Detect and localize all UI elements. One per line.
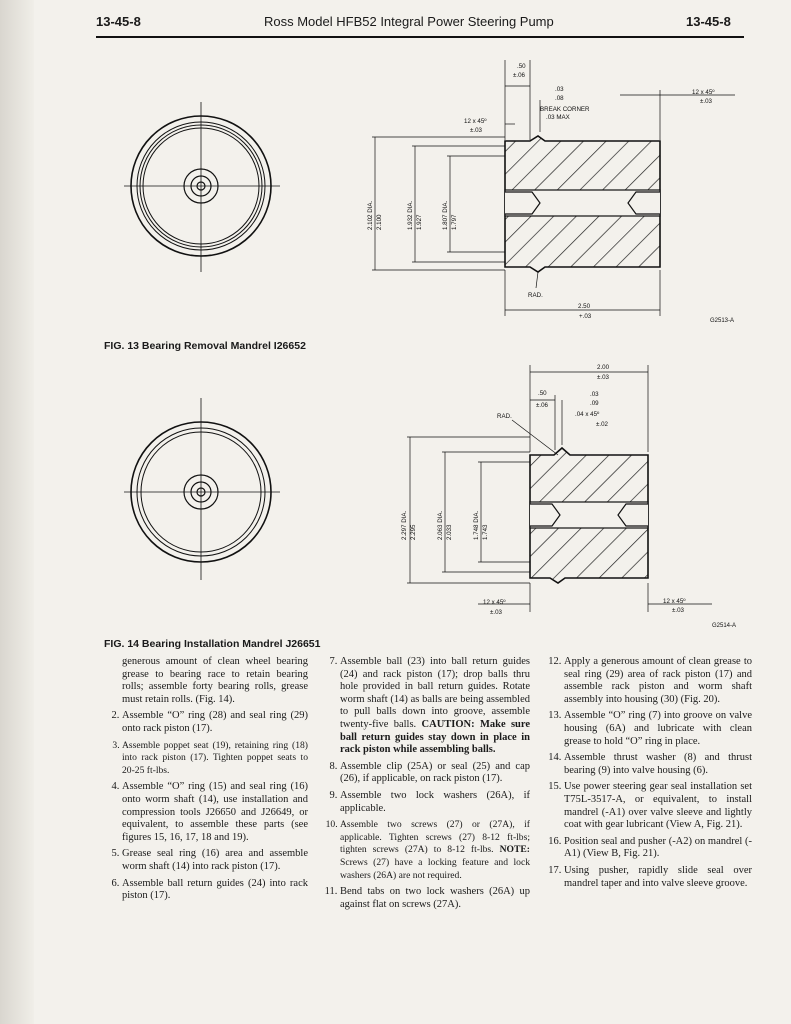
fig13-chamfer-left: 12 x 45º (464, 118, 487, 125)
page-number-left: 13-45-8 (96, 14, 141, 29)
fig13-dia-3b: 1.797 (451, 214, 458, 230)
fig13-break-a: .03 (555, 86, 564, 93)
page-title: Ross Model HFB52 Integral Power Steering Pump (264, 14, 554, 29)
fig13-rad: RAD. (528, 292, 543, 299)
fig14-chamfer-left-tol: ±.03 (490, 609, 502, 616)
fig14-top-width-tol: ±.06 (536, 402, 548, 409)
fig14-dia-2: 2.063 DIA. (437, 510, 444, 540)
fig13-length-tol: +.03 (579, 313, 592, 320)
step-15: 15. Use power steering gear seal installation set T75L-3517-A, or equivalent, to install mandrel (-A1) over valve sleeve and lightly coat with gear lubricant (View A, Fig. 21). (564, 781, 752, 831)
step-16: 16. Position seal and pusher (-A2) on mandrel (-A1) (View B, Fig. 21). (564, 836, 752, 861)
fig13-top-width-tol: ±.06 (513, 72, 525, 79)
step-10-note: Screws (27) have a locking feature and lock washers (26A) are not required. (340, 856, 530, 881)
fig14-rad: RAD. (497, 413, 512, 420)
fig14-chamfer-top-tol: ±.02 (596, 421, 608, 428)
step-4: 4. Assemble “O” ring (15) and seal ring (16) onto worm shaft (14), use installation and compression tools J26650 and J26649, or equivalent, to assemble these parts (see figures 15, 16, 17, 18 and 19). (122, 781, 308, 844)
fig14-overall-tol: ±.03 (597, 374, 609, 381)
step-12: 12. Apply a generous amount of clean grease to seal ring (29) area of rack piston (17) and assemble rack piston and worm shaft assembly into housing (30) (Fig. 20). (564, 656, 752, 706)
step-3: 3. Assemble poppet seat (19), retaining ring (18) into rack piston (17). Tighten poppet seats to 20-25 ft-lbs. (122, 740, 308, 778)
step-2: 2. Assemble “O” ring (28) and seal ring (29) onto rack piston (17). (122, 710, 308, 735)
step-6: 6. Assemble ball return guides (24) into rack piston (17). (122, 878, 308, 903)
fig13-end-view (124, 102, 280, 272)
step-10 (340, 819, 530, 882)
fig14-chamfer-right-tol: ±.03 (672, 607, 684, 614)
fig13-chamfer-right-tol: ±.03 (700, 98, 712, 105)
fig14-chamfer-right: 12 x 45º (663, 598, 686, 605)
fig13-chamfer-left-tol: ±.03 (470, 127, 482, 134)
step-7-text: Assemble ball (23) into ball return guides (24) and rack piston (17); drop balls thru hole provided in ball return guides. Rotate worm shaft (14) as balls are being assembled to pull balls down into groove, assemble twenty-five balls. (340, 656, 530, 730)
fig14-top-width: .50 (538, 390, 547, 397)
fig13-break-max: .03 MAX (546, 114, 570, 121)
fig13-dia-2b: 1.927 (416, 214, 423, 230)
page-number-right: 13-45-8 (686, 14, 731, 29)
step-10-note-label: NOTE: (499, 844, 530, 856)
step-9: 9. Assemble two lock washers (26A), if applicable. (340, 790, 530, 815)
fig14-caption: FIG. 14 Bearing Installation Mandrel J26651 (104, 638, 321, 650)
fig13-caption: FIG. 13 Bearing Removal Mandrel I26652 (104, 340, 306, 352)
fig14-dia-1b: 2.295 (410, 524, 417, 540)
fig14-dia-3b: 1.743 (482, 524, 489, 540)
step-13: 13. Assemble “O” ring (7) into groove on valve housing (6A) and lubricate with clean grease to hold “O” ring in place. (564, 710, 752, 748)
step-14: 14. Assemble thrust washer (8) and thrust bearing (9) into valve housing (6). (564, 752, 752, 777)
fig13-dia-2: 1.932 DIA. (407, 200, 414, 230)
fig13-dia-1: 2.102 DIA. (367, 200, 374, 230)
step-17: 17. Using pusher, rapidly slide seal over mandrel taper and into valve sleeve groove. (564, 865, 752, 890)
fig13-length: 2.50 (578, 303, 591, 310)
text-column-1 (104, 656, 308, 907)
step-5: 5. Grease seal ring (16) area and assemble worm shaft (14) into rack piston (17). (122, 848, 308, 873)
fig13-top-width: .50 (517, 63, 526, 70)
fig14-section-view (407, 365, 712, 612)
fig13-dia-1b: 2.100 (376, 214, 383, 230)
fig13-code: G2513-A (710, 318, 735, 324)
fig14-dia-1: 2.297 DIA. (401, 510, 408, 540)
fig13-chamfer-right: 12 x 45º (692, 89, 715, 96)
fig14-chamfer-top: .04 x 45º (575, 411, 600, 418)
text-column-2 (322, 656, 530, 915)
fig14-overall: 2.00 (597, 364, 610, 371)
fig14-code: G2514-A (712, 623, 737, 629)
fig13-break-b: .08 (555, 95, 564, 102)
step-7-caution: CAUTION: Make sure ball return guides stay down in place in rack piston while assembling balls. (340, 718, 530, 756)
fig14-chamfer-left: 12 x 45º (483, 599, 506, 606)
step-11: 11. Bend tabs on two lock washers (26A) up against flat on screws (27A). (340, 886, 530, 911)
step-8: 8. Assemble clip (25A) or seal (25) and cap (26), if applicable, on rack piston (17). (340, 761, 530, 786)
text-column-3 (546, 656, 752, 894)
fig14-b1: .03 (590, 391, 599, 398)
fig13-break-corner: BREAK CORNER (540, 106, 590, 113)
fig14-dia-3: 1.748 DIA. (473, 510, 480, 540)
step-7 (340, 656, 530, 757)
col1-intro: generous amount of clean wheel bearing grease to bearing race to retain bearing rolls; assemble forty bearing rolls, grease must retain rolls. (Fig. 14). (122, 656, 308, 705)
fig14-end-view (124, 398, 280, 580)
fig13-section-view (372, 60, 735, 316)
fig13-dia-3: 1.807 DIA. (442, 200, 449, 230)
step-10-text: Assemble two screws (27) or (27A), if applicable. Tighten screws (27) 8-12 ft-lbs; tighten screws (27A) to 8-12 ft-lbs. (340, 819, 530, 856)
fig14-dia-2b: 2.033 (446, 524, 453, 540)
fig14-b2: .09 (590, 400, 599, 407)
